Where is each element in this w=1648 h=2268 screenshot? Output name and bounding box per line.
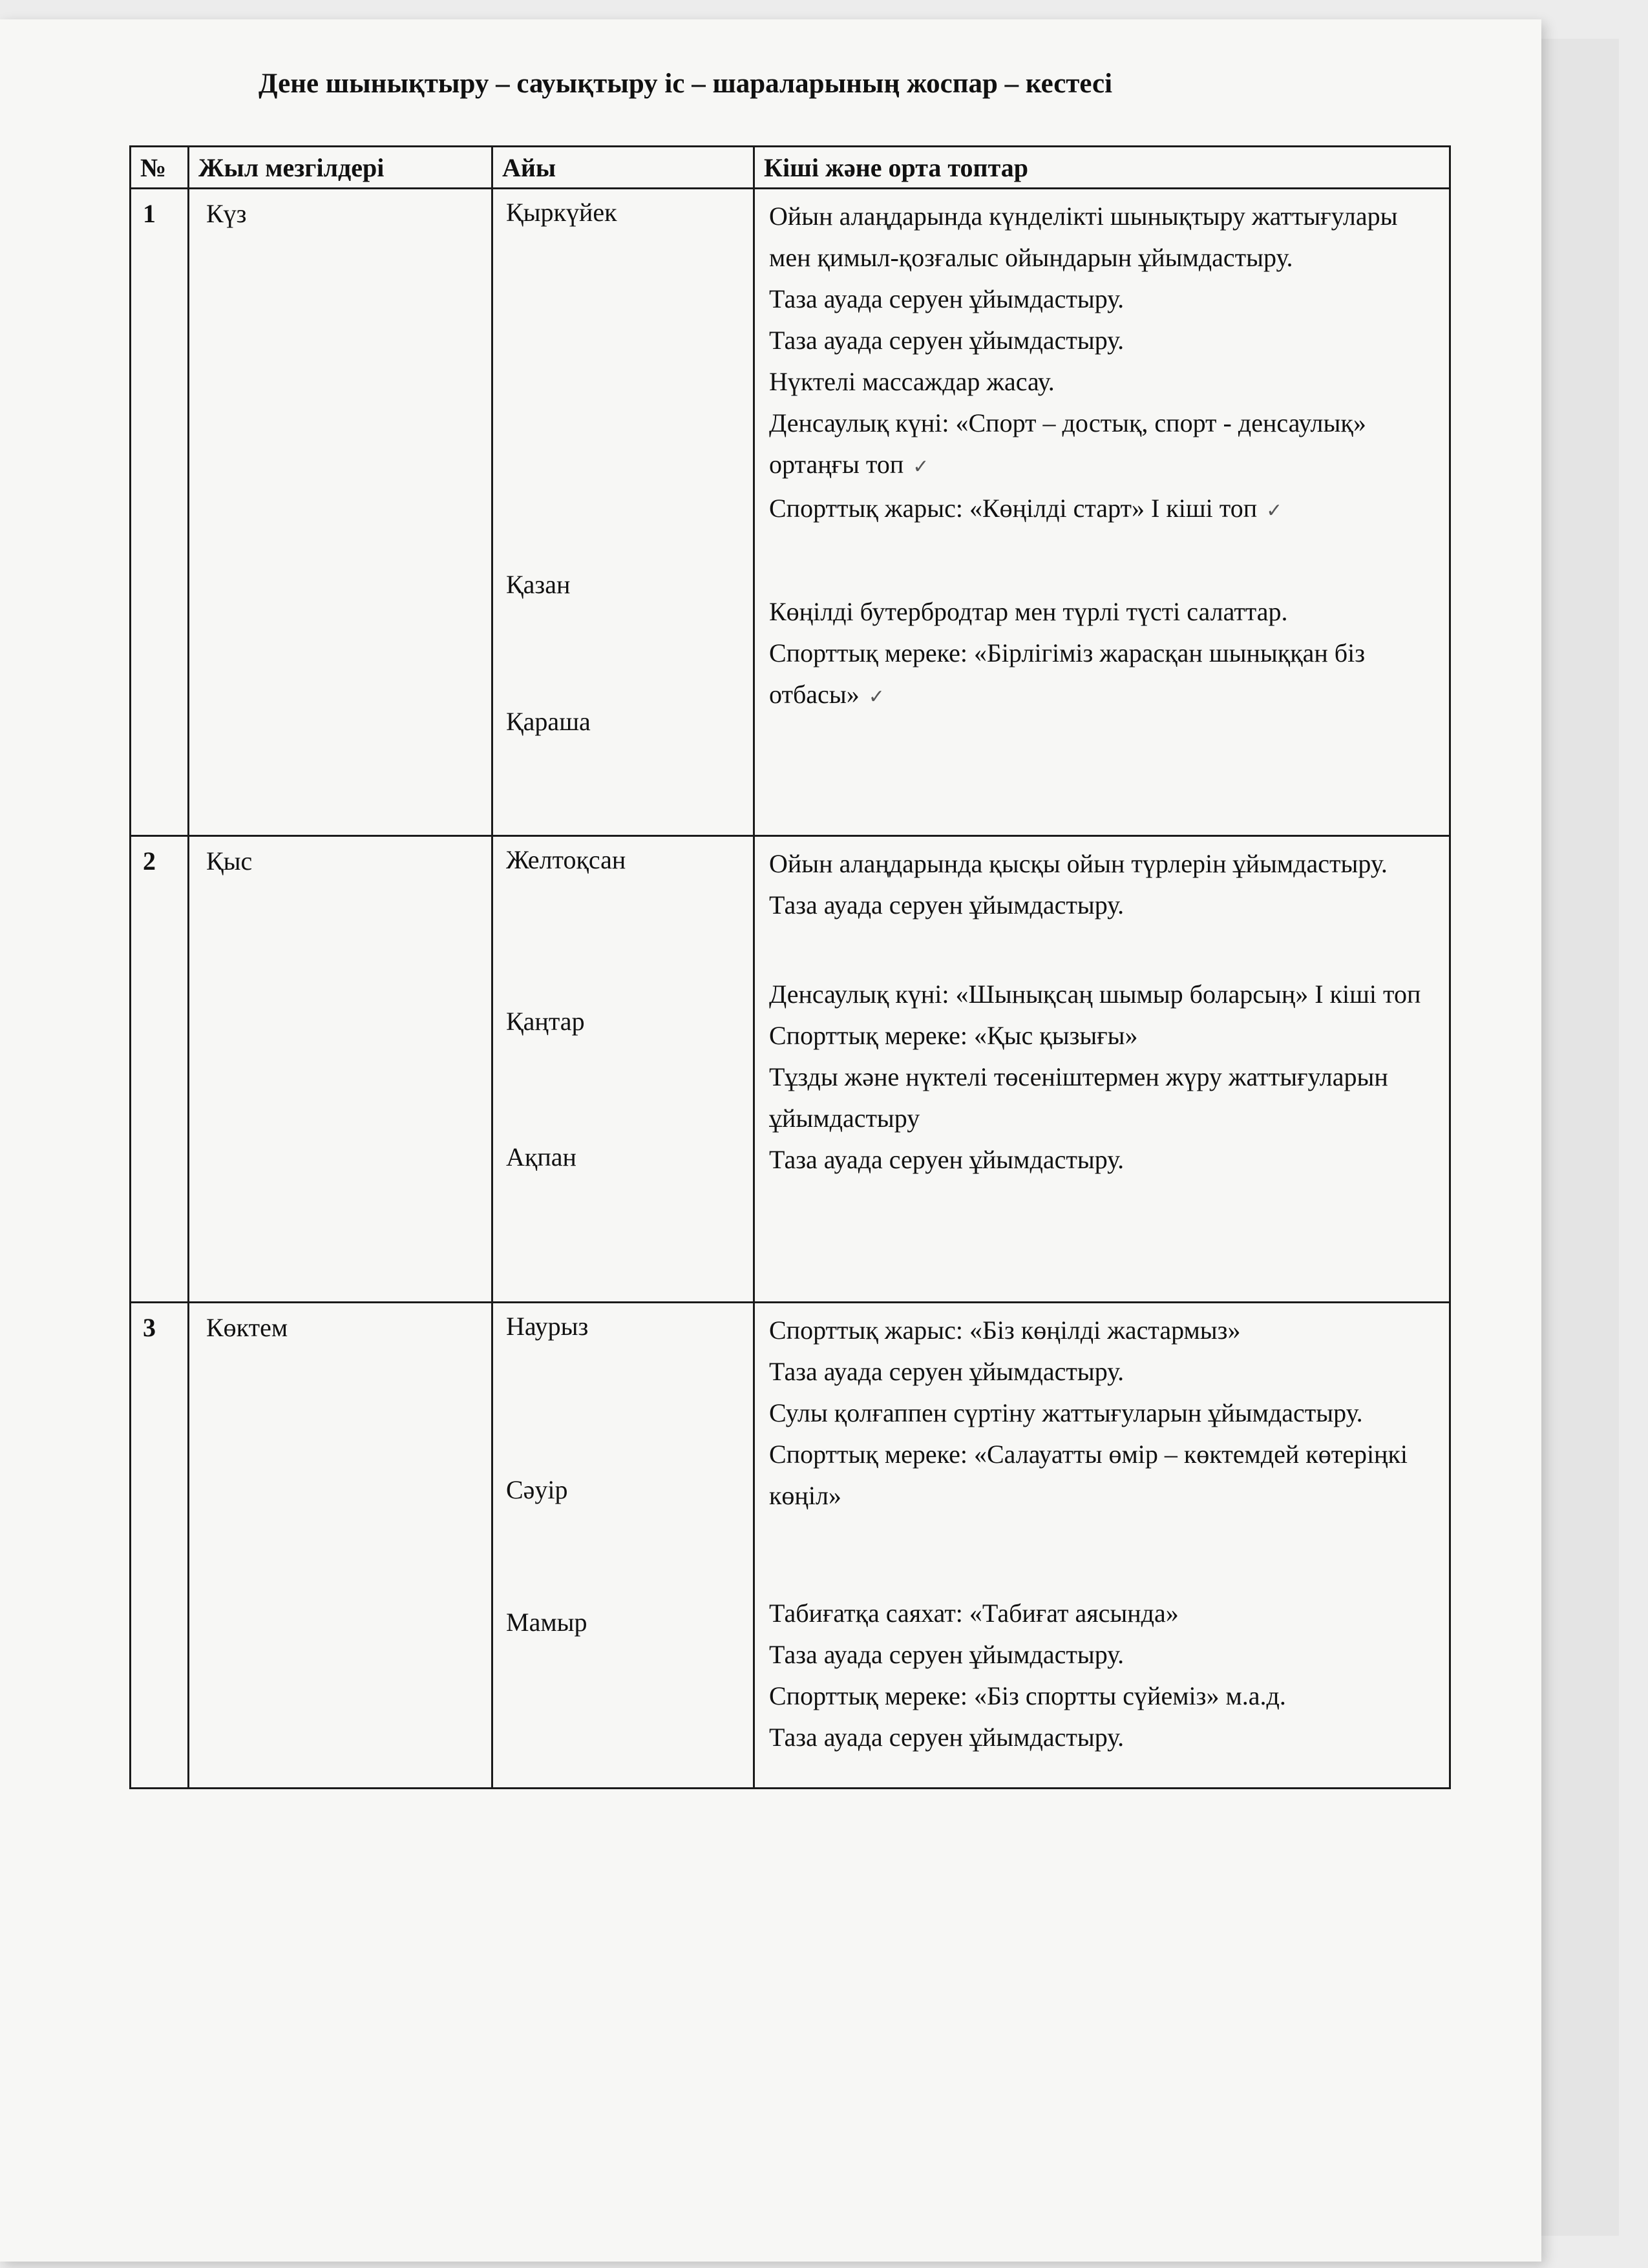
month-cell bbox=[492, 836, 754, 1303]
month-label: Мамыр bbox=[506, 1608, 587, 1637]
activity-item: Таза ауада серуен ұйымдастыру. bbox=[769, 284, 1125, 313]
paper-edge bbox=[1541, 39, 1619, 2236]
activities-cell bbox=[754, 1303, 1450, 1789]
season-name: Көктем bbox=[189, 1303, 492, 1789]
activity-item: Спорттық мереке: «Қыс қызығы» bbox=[769, 1021, 1138, 1050]
page-title: Дене шынықтыру – сауықтыру іс – шараларының жоспар – кестесі bbox=[259, 68, 1113, 99]
checkmark-icon: ✓ bbox=[913, 456, 929, 478]
activity-text: Денсаулық күні: «Спорт – достық, спорт - денсаулық» ортаңғы топ bbox=[769, 408, 1366, 479]
month-label: Қыркүйек bbox=[506, 198, 617, 227]
checkmark-icon: ✓ bbox=[1266, 499, 1283, 522]
activity-item: Спорттық мереке: «Біз спортты сүйеміз» м.а.д. bbox=[769, 1681, 1286, 1710]
table-row bbox=[131, 189, 1450, 836]
activity-item bbox=[769, 633, 1436, 718]
activity-item: Спорттық жарыс: «Біз көңілді жастармыз» bbox=[769, 1316, 1241, 1345]
month-label: Наурыз bbox=[506, 1312, 589, 1341]
table-header-row bbox=[131, 147, 1450, 189]
activity-item: Таза ауада серуен ұйымдастыру. bbox=[769, 1145, 1125, 1174]
activity-item: Таза ауада серуен ұйымдастыру. bbox=[769, 326, 1125, 355]
activity-item: Сулы қолғаппен сүртіну жаттығуларын ұйымдастыру. bbox=[769, 1398, 1363, 1427]
table-row bbox=[131, 1303, 1450, 1789]
table-row bbox=[131, 836, 1450, 1303]
checkmark-icon: ✓ bbox=[868, 686, 885, 708]
activities-cell bbox=[754, 189, 1450, 836]
month-label: Қараша bbox=[506, 707, 591, 736]
month-label: Сәуір bbox=[506, 1475, 568, 1504]
activity-text: Спорттық мереке: «Бірлігіміз жарасқан шыныққан біз отбасы» bbox=[769, 638, 1366, 709]
activity-item: Ойын алаңдарында қысқы ойын түрлерін ұйымдастыру. bbox=[769, 849, 1388, 878]
season-name: Қыс bbox=[189, 836, 492, 1303]
month-label: Қаңтар bbox=[506, 1007, 585, 1036]
month-cell bbox=[492, 1303, 754, 1789]
activity-item: Таза ауада серуен ұйымдастыру. bbox=[769, 1723, 1125, 1752]
row-number: 3 bbox=[131, 1303, 189, 1789]
activity-item: Нүктелі массаждар жасау. bbox=[769, 367, 1055, 396]
activity-item: Таза ауада серуен ұйымдастыру. bbox=[769, 890, 1125, 919]
activity-item: Көңілді бутербродтар мен түрлі түсті салаттар. bbox=[769, 597, 1288, 626]
activity-item bbox=[769, 403, 1436, 488]
season-name: Күз bbox=[189, 189, 492, 836]
activity-item: Таза ауада серуен ұйымдастыру. bbox=[769, 1357, 1125, 1386]
activity-item: Спорттық мереке: «Салауатты өмір – көктемдей көтеріңкі көңіл» bbox=[769, 1440, 1408, 1510]
row-number: 2 bbox=[131, 836, 189, 1303]
activity-item: Ойын алаңдарында күнделікті шынықтыру жаттығулары мен қимыл-қозғалыс ойындарын ұйымдастыру. bbox=[769, 202, 1398, 272]
row-number: 1 bbox=[131, 189, 189, 836]
activity-text: Спорттық жарыс: «Көңілді старт» І кіші топ bbox=[769, 494, 1258, 523]
month-label: Желтоқсан bbox=[506, 845, 626, 874]
month-cell bbox=[492, 189, 754, 836]
header-number: № bbox=[131, 147, 189, 189]
activity-plan-table bbox=[129, 145, 1451, 1789]
month-label: Қазан bbox=[506, 570, 571, 599]
activity-item: Денсаулық күні: «Шынықсаң шымыр боларсың» І кіші топ bbox=[769, 980, 1421, 1009]
activity-item: Таза ауада серуен ұйымдастыру. bbox=[769, 1640, 1125, 1669]
header-season: Жыл мезгілдері bbox=[189, 147, 492, 189]
activity-item bbox=[769, 488, 1436, 532]
activity-item: Табиғатқа саяхат: «Табиғат аясында» bbox=[769, 1599, 1179, 1628]
header-month: Айы bbox=[492, 147, 754, 189]
activities-cell bbox=[754, 836, 1450, 1303]
activity-item: Тұзды және нүктелі төсеніштермен жүру жаттығуларын ұйымдастыру bbox=[769, 1062, 1388, 1133]
month-label: Ақпан bbox=[506, 1142, 576, 1171]
header-groups: Кіші және орта топтар bbox=[754, 147, 1450, 189]
